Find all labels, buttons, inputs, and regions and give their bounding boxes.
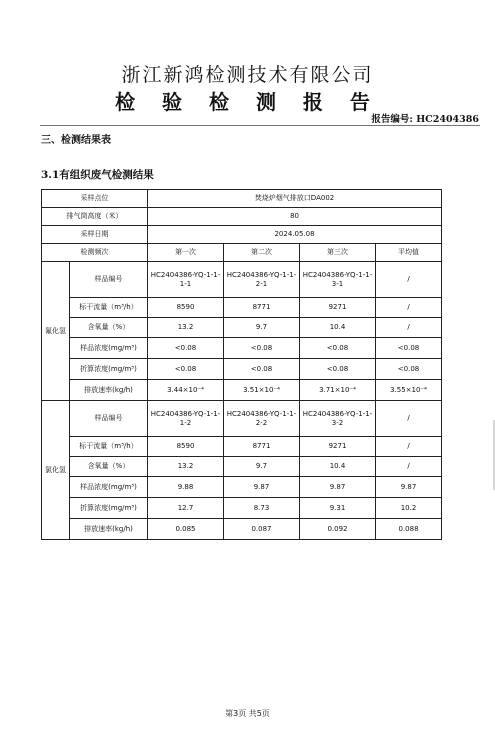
table-row [42,437,442,457]
cell-value: 9.31 [300,498,376,519]
cell-value: 9.87 [300,477,376,498]
table-row [42,380,442,401]
row-label: 样品编号 [70,401,148,437]
cell-value: 9.87 [224,477,300,498]
header-divider [40,125,480,126]
table-header-row [42,244,442,262]
company-name: 浙江新鸿检测技术有限公司 [121,64,374,86]
cell-value: 9.7 [224,457,300,477]
sampling-point-label: 采样点位 [42,190,148,208]
page-footer: 第3页 共5页 [225,709,270,718]
cell-value: 8590 [148,437,224,457]
table-row [42,359,442,380]
group-label-hf: 氟化氢 [42,262,70,401]
row-label: 样品浓度(mg/m³) [70,338,148,359]
cell-value: HC2404386-YQ-1-1-3-1 [300,262,376,298]
table-row [42,519,442,540]
cell-value: 9271 [300,437,376,457]
cell-value: 3.55×10⁻⁴ [376,380,442,401]
cell-value: 13.2 [148,457,224,477]
sampling-point-value: 焚烧炉烟气排放口DA002 [148,190,442,208]
row-label: 折算浓度(mg/m³) [70,498,148,519]
column-header-average: 平均值 [376,244,442,262]
subsection-title: 3.1有组织废气检测结果 [41,169,154,181]
cell-value: HC2404386-YQ-1-1-1-1 [148,262,224,298]
stack-height-label: 排气筒高度（米） [42,208,148,226]
cell-value: HC2404386-YQ-1-1-3-2 [300,401,376,437]
table-row [42,457,442,477]
cell-value: <0.08 [148,359,224,380]
table-row [42,208,442,226]
table-row [42,298,442,318]
cell-value: / [376,437,442,457]
section-title: 三、检测结果表 [41,135,111,146]
table-row [42,477,442,498]
row-label: 排放速率(kg/h) [70,380,148,401]
table-row [42,318,442,338]
cell-value: <0.08 [376,338,442,359]
sampling-date-label: 采样日期 [42,226,148,244]
cell-value: / [376,401,442,437]
cell-value: 3.51×10⁻⁴ [224,380,300,401]
cell-value: 10.4 [300,457,376,477]
row-label: 样品编号 [70,262,148,298]
cell-value: 9271 [300,298,376,318]
cell-value: <0.08 [300,338,376,359]
column-header-second: 第二次 [224,244,300,262]
row-label: 标干流量（m³/h） [70,437,148,457]
table-row [42,190,442,208]
report-title: 检 验 检 测 报 告 [115,90,380,114]
row-label: 含氧量（%） [70,318,148,338]
cell-value: 9.88 [148,477,224,498]
frequency-label: 检测频次 [42,244,148,262]
cell-value: 8.73 [224,498,300,519]
table-row [42,338,442,359]
cell-value: 13.2 [148,318,224,338]
cell-value: <0.08 [224,359,300,380]
cell-value: 3.71×10⁻⁴ [300,380,376,401]
cell-value: 9.87 [376,477,442,498]
cell-value: <0.08 [376,359,442,380]
cell-value: 3.44×10⁻⁴ [148,380,224,401]
results-table [41,189,442,540]
cell-value: 9.7 [224,318,300,338]
cell-value: 0.088 [376,519,442,540]
table-row [42,498,442,519]
row-label: 样品浓度(mg/m³) [70,477,148,498]
cell-value: 12.7 [148,498,224,519]
table-row [42,262,442,298]
cell-value: 8771 [224,437,300,457]
cell-value: HC2404386-YQ-1-1-1-2 [148,401,224,437]
row-label: 含氧量（%） [70,457,148,477]
cell-value: <0.08 [300,359,376,380]
stack-height-value: 80 [148,208,442,226]
cell-value: HC2404386-YQ-1-1-2-1 [224,262,300,298]
row-label: 排放速率(kg/h) [70,519,148,540]
table-row [42,226,442,244]
cell-value: 8771 [224,298,300,318]
cell-value: 10.2 [376,498,442,519]
cell-value: <0.08 [148,338,224,359]
table-row [42,401,442,437]
cell-value: 8590 [148,298,224,318]
cell-value: / [376,457,442,477]
group-label-hcl: 氯化氢 [42,401,70,540]
sampling-date-value: 2024.05.08 [148,226,442,244]
column-header-first: 第一次 [148,244,224,262]
cell-value: HC2404386-YQ-1-1-2-2 [224,401,300,437]
cell-value: 10.4 [300,318,376,338]
report-number: 报告编号: HC2404386 [371,114,479,125]
column-header-third: 第三次 [300,244,376,262]
cell-value: / [376,318,442,338]
cell-value: / [376,298,442,318]
row-label: 标干流量（m³/h） [70,298,148,318]
cell-value: / [376,262,442,298]
cell-value: 0.087 [224,519,300,540]
cell-value: <0.08 [224,338,300,359]
cell-value: 0.085 [148,519,224,540]
row-label: 折算浓度(mg/m³) [70,359,148,380]
cell-value: 0.092 [300,519,376,540]
